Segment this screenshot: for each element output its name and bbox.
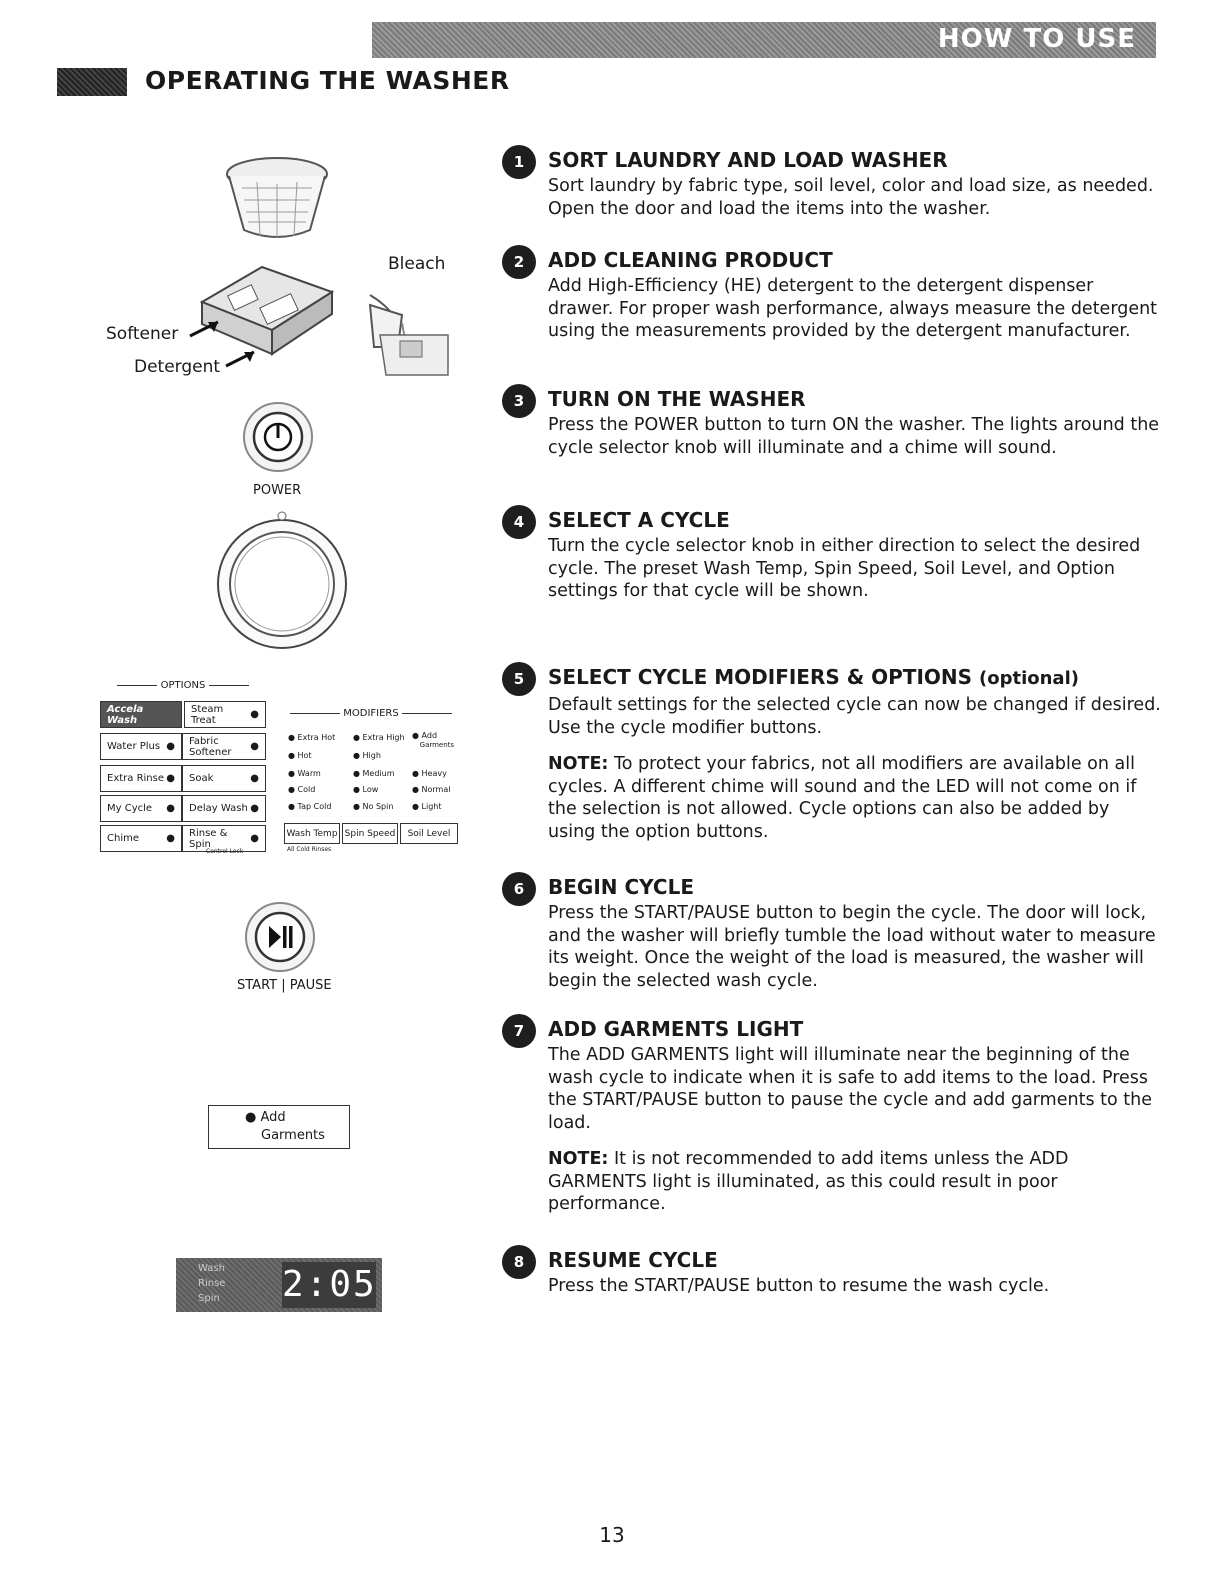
step-number-badge: 4 [502,505,536,539]
step-title: BEGIN CYCLE [548,875,694,899]
mod-spin-1: ● Extra High [353,733,405,742]
mod-temp-2: ● Hot [288,751,312,760]
step-5 [502,662,1162,843]
bleach-label: Bleach [388,254,446,274]
softener-label: Softener [106,324,179,344]
step-text: Sort laundry by fabric type, soil level, color and load size, as needed. Open the door and load the items into the washer. [548,176,1154,219]
step-title: ADD CLEANING PRODUCT [548,248,833,272]
section-title: OPERATING THE WASHER [145,66,510,95]
mod-spin-3: ● Medium [353,769,395,778]
control-lock-label: Control Lock [206,848,244,855]
step-3 [502,384,1162,459]
header-banner-text: HOW TO USE [937,24,1136,54]
rinse-spin-button: Rinse & Spin ● [182,825,266,852]
mod-spin-5: ● No Spin [353,802,394,811]
mod-spin-2: ● High [353,751,381,760]
display-time: 2:05 [282,1262,376,1308]
options-header: OPTIONS [100,680,266,691]
page-number: 13 [599,1523,625,1547]
step-6 [502,872,1162,992]
step-number-badge: 7 [502,1014,536,1048]
start-pause-label: START | PAUSE [237,978,332,993]
my-cycle-button: My Cycle ● [100,795,182,822]
water-plus-button: Water Plus ● [100,733,182,760]
delay-wash-button: Delay Wash ● [182,795,266,822]
softener-arrow-icon [188,318,224,340]
section-marker [57,68,127,96]
mod-spin-4: ● Low [353,785,379,794]
step-title: TURN ON THE WASHER [548,387,806,411]
detergent-arrow-icon [224,348,260,370]
step-number-badge: 6 [502,872,536,906]
fabric-softener-button: Fabric Softener ● [182,733,266,760]
mod-temp-1: ● Extra Hot [288,733,336,742]
step-number-badge: 2 [502,245,536,279]
display-cycle-labels: Wash Rinse Spin [198,1263,226,1304]
mod-temp-5: ● Tap Cold [288,802,332,811]
step-title: ADD GARMENTS LIGHT [548,1017,804,1041]
detergent-drawer-illustration [182,262,342,372]
mod-soil-2: ● Normal [412,785,451,794]
detergent-label: Detergent [134,357,221,377]
step-number-badge: 1 [502,145,536,179]
mod-temp-3: ● Warm [288,769,321,778]
extra-rinse-button: Extra Rinse ● [100,765,182,792]
mod-add-garments: ● Add Garments [412,731,455,749]
step-note: NOTE: It is not recommended to add items unless the ADD GARMENTS light is illuminated, as this could result in poor performance. [548,1149,1069,1214]
steam-treat-button: Steam Treat ● [184,701,266,728]
step-text: Press the POWER button to turn ON the washer. The lights around the cycle selector knob will illuminate and a chime will sound. [548,415,1160,458]
step-title: SELECT CYCLE MODIFIERS & OPTIONS (optional) [548,665,1079,689]
start-pause-button-icon [243,900,317,974]
power-label: POWER [253,483,302,498]
step-7 [502,1014,1162,1216]
add-garments-light-label: ● Add [245,1110,286,1125]
step-text: Add High-Efficiency (HE) detergent to the detergent dispenser drawer. For proper wash performance, always measure the detergent using the measurements provided by the detergent manufacturer. [548,276,1158,341]
bleach-pour-illustration [340,275,450,380]
add-garments-light-panel [208,1105,350,1149]
step-4 [502,505,1162,603]
spin-speed-button: Spin Speed [342,823,398,844]
step-text: Press the START/PAUSE button to resume the wash cycle. [548,1276,1050,1296]
mod-soil-3: ● Light [412,802,442,811]
mod-soil-1: ● Heavy [412,769,447,778]
step-1 [502,145,1162,220]
step-title: RESUME CYCLE [548,1248,718,1272]
soil-level-button: Soil Level [400,823,458,844]
cycle-selector-knob-icon [210,508,350,654]
power-button-icon [241,400,315,474]
laundry-basket-illustration [222,152,332,242]
step-2 [502,245,1162,343]
step-text: The ADD GARMENTS light will illuminate near the beginning of the wash cycle to indicate when it is safe to add items to the load. Press the START/PAUSE button to pause the cycle and add garments to the load. [548,1045,1152,1133]
soak-button: Soak ● [182,765,266,792]
modifiers-header: MODIFIERS [284,708,458,719]
step-title: SORT LAUNDRY AND LOAD WASHER [548,148,948,172]
mod-temp-4: ● Cold [288,785,316,794]
accela-wash-button: Accela Wash [100,701,182,728]
digital-display [176,1258,382,1312]
chime-button: Chime ● [100,825,182,852]
step-text: Turn the cycle selector knob in either direction to select the desired cycle. The preset Wash Temp, Spin Speed, Soil Level, and Option settings for that cycle will be shown. [548,536,1141,601]
add-garments-light-label2: Garments [261,1128,325,1143]
all-cold-rinses-label: All Cold Rinses [287,846,332,853]
wash-temp-button: Wash Temp [284,823,340,844]
step-number-badge: 3 [502,384,536,418]
step-text: Default settings for the selected cycle can now be changed if desired. Use the cycle modifier buttons. [548,695,1161,738]
step-note: NOTE: To protect your fabrics, not all modifiers are available on all cycles. A different chime will sound and the LED will not come on if the selection is not allowed. Cycle options can also be added by using the option buttons. [548,754,1137,842]
step-8 [502,1245,1162,1298]
step-number-badge: 8 [502,1245,536,1279]
step-title: SELECT A CYCLE [548,508,730,532]
header-banner [372,22,1156,58]
step-text: Press the START/PAUSE button to begin the cycle. The door will lock, and the washer will briefly tumble the load without water to measure its weight. Once the weight of the load is measured, the washer will begin the selected wash cycle. [548,903,1156,991]
step-number-badge: 5 [502,662,536,696]
